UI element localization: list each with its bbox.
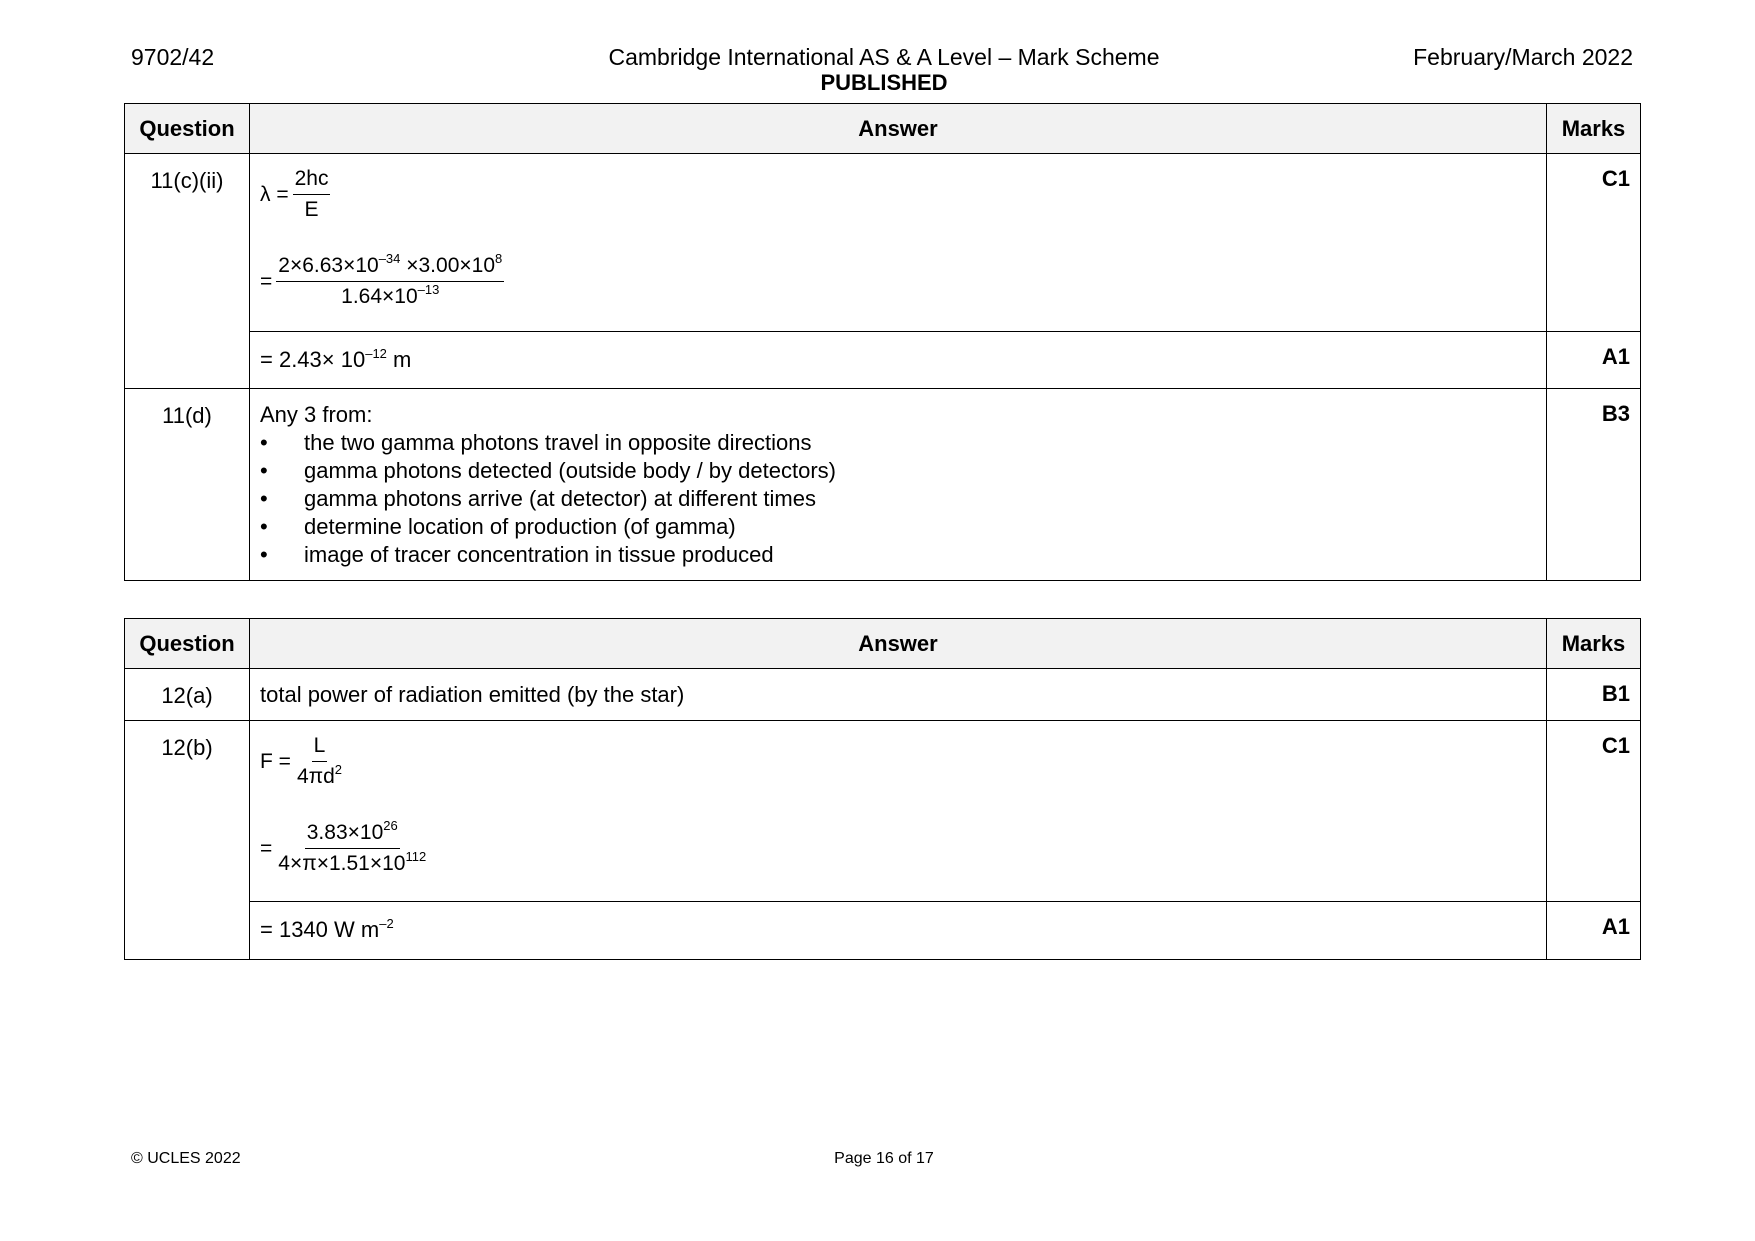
equation-lhs: λ =: [260, 182, 289, 206]
paper-code: 9702/42: [131, 44, 215, 70]
list-item: • image of tracer concentration in tissue produced: [260, 541, 1536, 569]
answer-cell: total power of radiation emitted (by the star): [250, 669, 1547, 721]
numerator-part: 3.83×10: [306, 821, 384, 844]
exponent: 2: [334, 762, 343, 777]
numerator-part: ×3.00×10: [400, 254, 495, 277]
exponent: 26: [383, 818, 398, 833]
column-header-marks: Marks: [1547, 619, 1641, 669]
answer-cell: [250, 154, 1547, 332]
numerator-part: 2×6.63×10: [278, 254, 379, 277]
mark-value: C1: [1547, 154, 1641, 332]
answer-cell: [250, 389, 1547, 581]
answer-intro: Any 3 from:: [260, 402, 373, 427]
column-header-answer: Answer: [250, 619, 1547, 669]
table-row: [125, 389, 1641, 581]
fraction-denominator: E: [304, 198, 319, 221]
equation-lhs: =: [260, 269, 273, 293]
mark-scheme-table-1: [124, 103, 1641, 581]
exponent: 112: [405, 849, 427, 864]
fraction-numerator: 2hc: [293, 166, 331, 195]
column-header-question: Question: [125, 619, 250, 669]
answer-cell: [250, 332, 1547, 389]
denominator-part: 1.64×10: [341, 285, 418, 308]
mark-value: B1: [1547, 669, 1641, 721]
result-value: = 1340 W m: [260, 917, 380, 942]
list-item: • the two gamma photons travel in opposite directions: [260, 429, 1536, 457]
mark-value: C1: [1547, 721, 1641, 902]
exponent: 8: [495, 251, 503, 266]
column-header-marks: Marks: [1547, 104, 1641, 154]
answer-cell: [250, 902, 1547, 960]
table-row: [125, 669, 1641, 721]
table-row: [125, 154, 1641, 332]
result-value: = 2.43× 10: [260, 347, 366, 372]
table-row: [125, 721, 1641, 902]
fraction-denominator: [339, 282, 441, 310]
equation-substitution: [260, 253, 1536, 310]
equation-lhs: =: [260, 836, 273, 860]
document-title: Cambridge International AS & A Level – Mark Scheme: [608, 44, 1160, 70]
result-unit: m: [386, 347, 412, 372]
fraction: [276, 820, 428, 877]
fraction-numerator: [276, 253, 504, 282]
mark-value: A1: [1547, 902, 1641, 960]
table-row: [125, 902, 1641, 960]
exponent: –12: [365, 346, 387, 361]
fraction: [293, 166, 331, 223]
list-item: • determine location of production (of gamma): [260, 513, 1536, 541]
question-number: 11(d): [125, 389, 250, 581]
list-item: • gamma photons detected (outside body / by detectors): [260, 457, 1536, 485]
table-header-row: [125, 619, 1641, 669]
equation-wavelength: [260, 166, 1536, 223]
published-label: PUBLISHED: [820, 70, 948, 95]
exponent: –34: [378, 251, 401, 266]
mark-scheme-table-2: [124, 618, 1641, 960]
fraction: [276, 253, 504, 310]
fraction-denominator: [295, 762, 344, 790]
answer-cell: [250, 721, 1547, 902]
list-item: • gamma photons arrive (at detector) at different times: [260, 485, 1536, 513]
mark-value: A1: [1547, 332, 1641, 389]
column-header-question: Question: [125, 104, 250, 154]
question-number: 11(c)(ii): [125, 154, 250, 389]
fraction-numerator: [305, 820, 400, 849]
copyright: © UCLES 2022: [131, 1150, 241, 1167]
fraction-numerator: L: [312, 733, 328, 762]
exam-session: February/March 2022: [1413, 44, 1633, 70]
fraction: [295, 733, 344, 790]
equation-flux: [260, 733, 1536, 790]
table-header-row: [125, 104, 1641, 154]
denominator-part: 4×π×1.51×10: [278, 852, 406, 875]
question-number: 12(a): [125, 669, 250, 721]
table-row: [125, 332, 1641, 389]
exponent: –2: [379, 916, 394, 931]
equation-substitution: [260, 820, 1536, 877]
mark-value: B3: [1547, 389, 1641, 581]
column-header-answer: Answer: [250, 104, 1547, 154]
page-number: Page 16 of 17: [834, 1150, 934, 1167]
question-number: 12(b): [125, 721, 250, 960]
denominator-part: 4πd: [296, 765, 335, 788]
fraction-denominator: [276, 849, 428, 877]
exponent: –13: [417, 282, 440, 297]
equation-lhs: F =: [260, 749, 291, 773]
bullet-list: [260, 429, 1536, 569]
